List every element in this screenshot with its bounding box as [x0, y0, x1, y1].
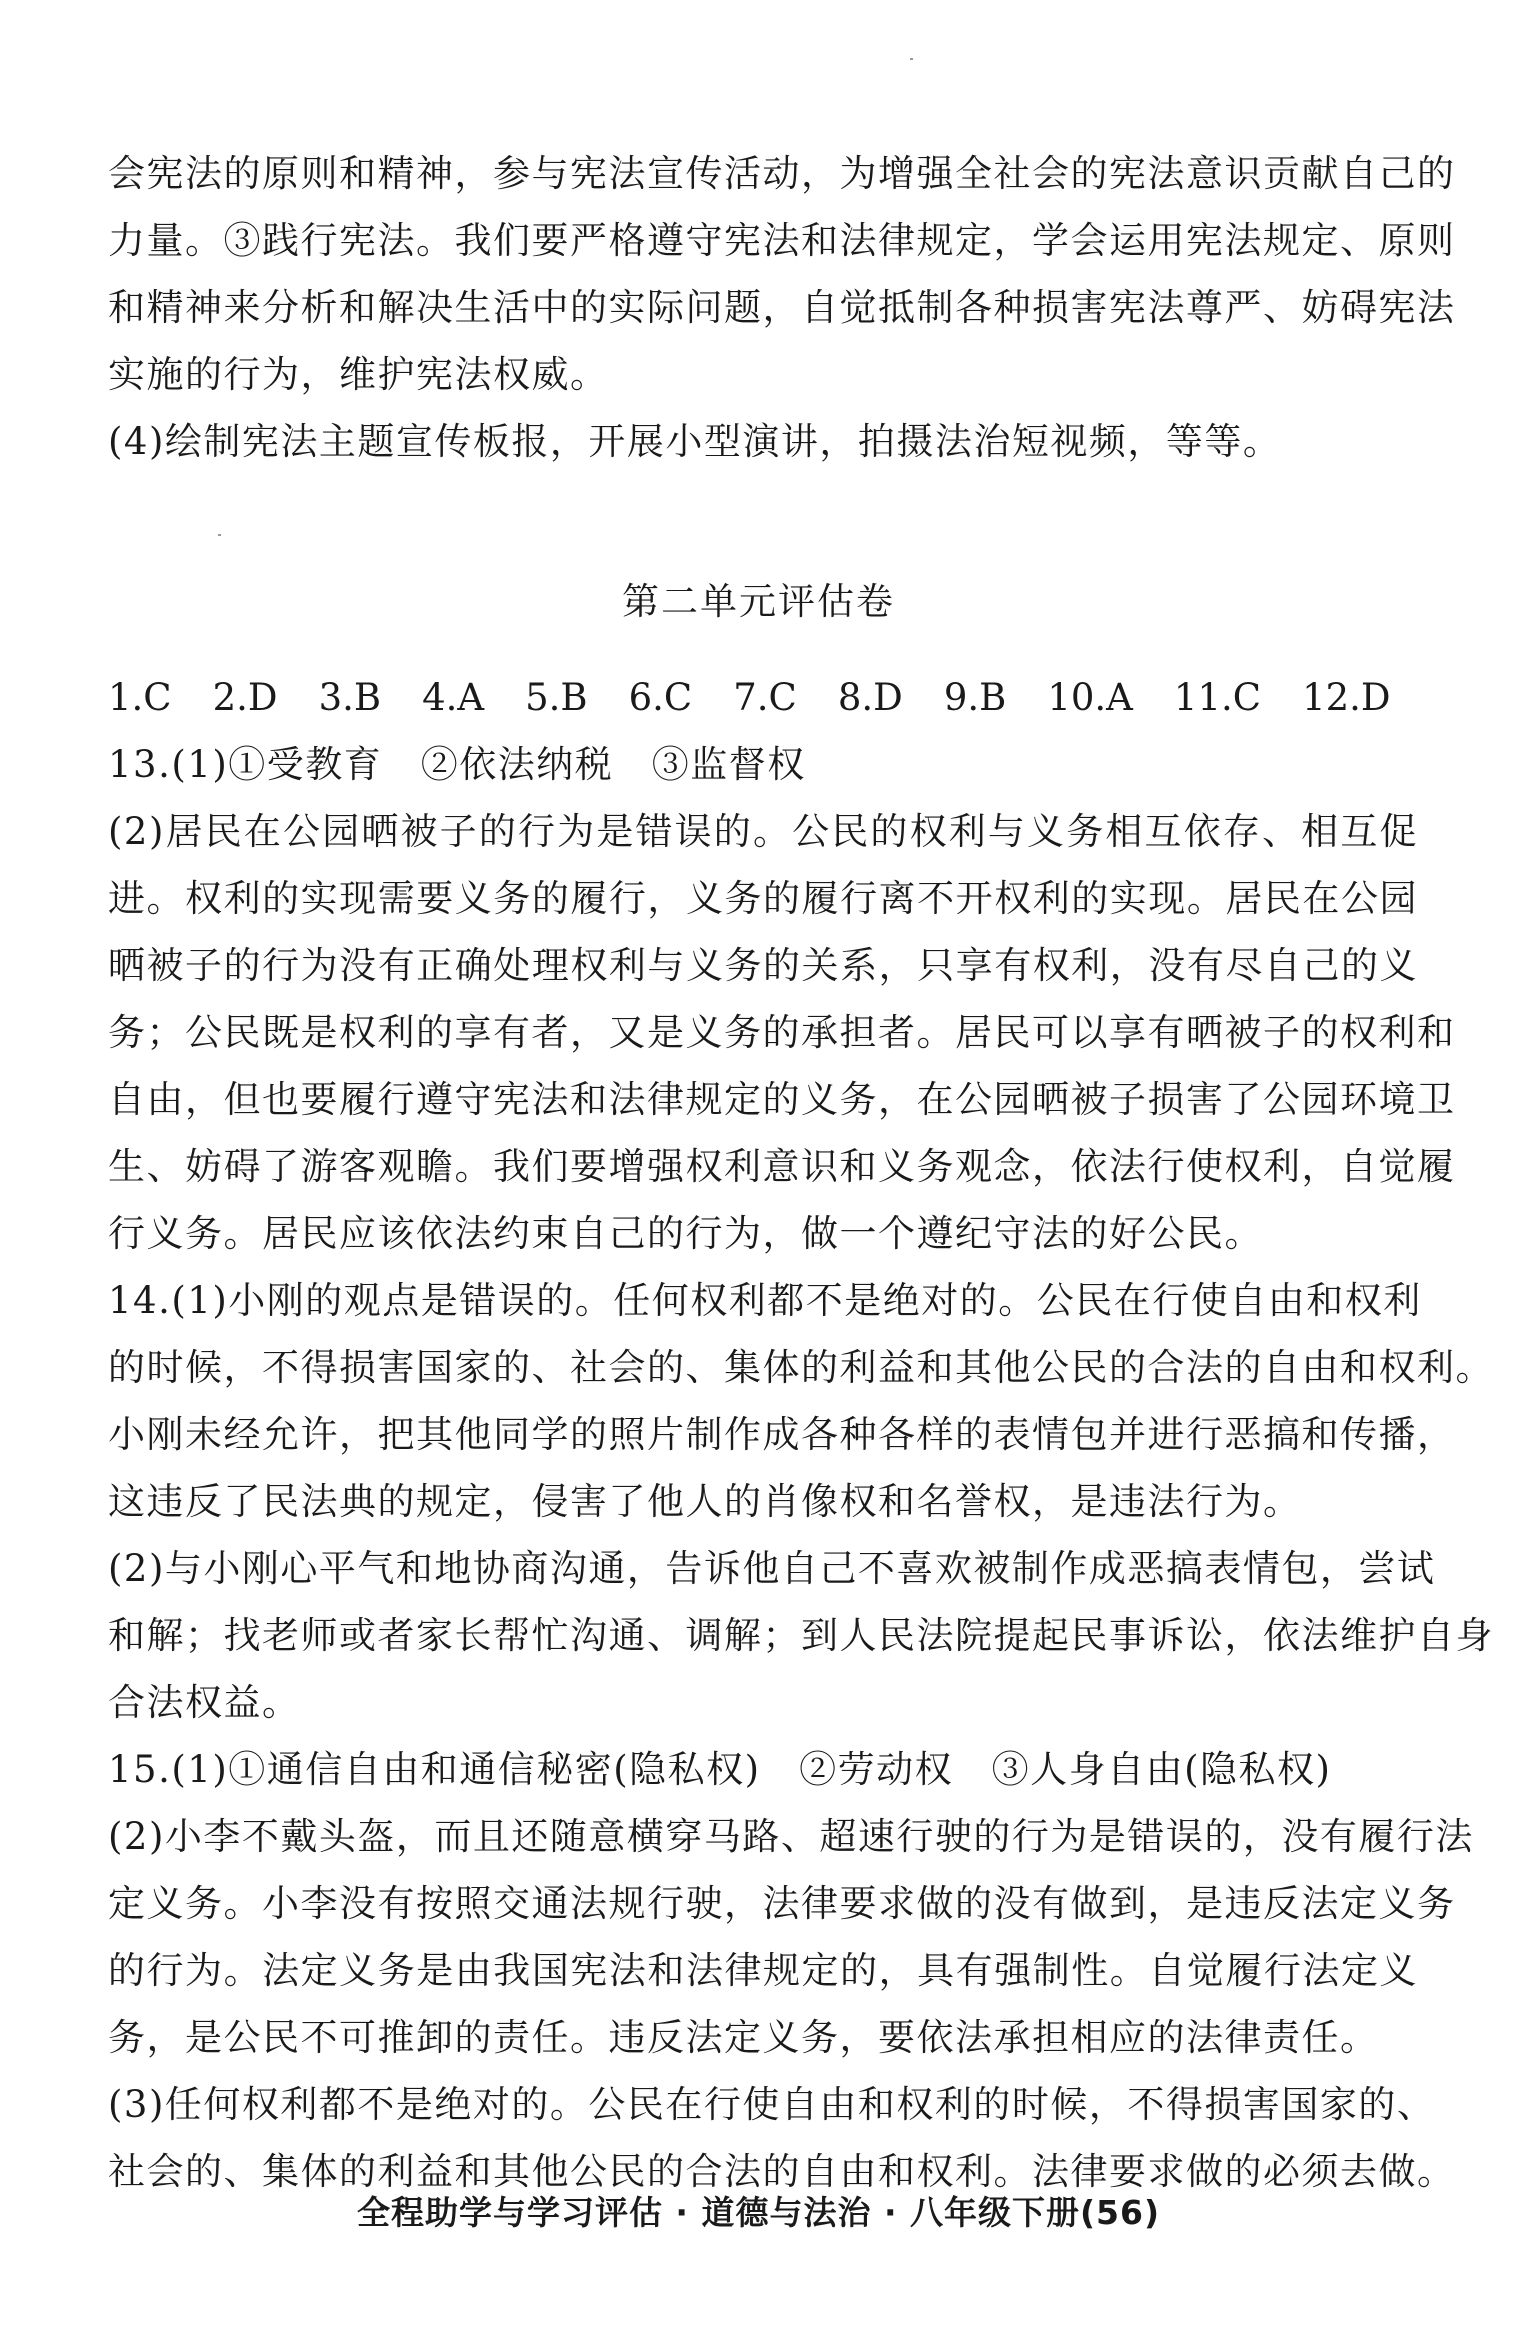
answer-text-block-continued	[108, 140, 1456, 475]
text-line: 15.(1)①通信自由和通信秘密(隐私权) ②劳动权 ③人身自由(隐私权)	[108, 1748, 1332, 1791]
answer-item: 2.D	[212, 676, 278, 719]
text-line: 定义务。小李没有按照交通法规行驶，法律要求做的没有做到，是违反法定义务	[108, 1882, 1456, 1925]
text-line: 和精神来分析和解决生活中的实际问题，自觉抵制各种损害宪法尊严、妨碍宪法	[108, 286, 1456, 329]
text-line: (2)居民在公园晒被子的行为是错误的。公民的权利与义务相互依存、相互促	[108, 810, 1418, 853]
answer-item: 4.A	[422, 676, 485, 719]
answer-item: 5.B	[525, 676, 588, 719]
text-line: 小刚未经允许，把其他同学的照片制作成各种各样的表情包并进行恶搞和传播，	[108, 1413, 1456, 1456]
text-line: 生、妨碍了游客观瞻。我们要增强权利意识和义务观念，依法行使权利，自觉履	[108, 1145, 1456, 1188]
text-line: 晒被子的行为没有正确处理权利与义务的关系，只享有权利，没有尽自己的义	[108, 944, 1418, 987]
multiple-choice-answers	[108, 664, 1418, 731]
text-line: 的时候，不得损害国家的、社会的、集体的利益和其他公民的合法的自由和权利。	[108, 1346, 1494, 1389]
answer-item: 3.B	[318, 676, 382, 719]
scan-speck	[218, 534, 221, 536]
text-line: (4)绘制宪法主题宣传板报，开展小型演讲，拍摄法治短视频，等等。	[108, 420, 1282, 463]
text-line: 和解；找老师或者家长帮忙沟通、调解；到人民法院提起民事诉讼，依法维护自身	[108, 1614, 1494, 1657]
scan-speck	[910, 58, 913, 60]
text-line: 实施的行为，维护宪法权威。	[108, 353, 609, 396]
text-line: 13.(1)①受教育 ②依法纳税 ③监督权	[108, 743, 806, 786]
text-line: 14.(1)小刚的观点是错误的。任何权利都不是绝对的。公民在行使自由和权利	[108, 1279, 1422, 1322]
text-line: 力量。③践行宪法。我们要严格遵守宪法和法律规定，学会运用宪法规定、原则	[108, 219, 1456, 262]
answer-item: 6.C	[628, 676, 693, 719]
answer-item: 7.C	[733, 676, 797, 719]
text-line: (2)小李不戴头盔，而且还随意横穿马路、超速行驶的行为是错误的，没有履行法	[108, 1815, 1474, 1858]
answer-text-block	[108, 731, 1494, 2205]
page-footer: 全程助学与学习评估 · 道德与法治 · 八年级下册(56)	[356, 2193, 1161, 2232]
answer-item: 8.D	[837, 676, 903, 719]
text-line: 务，是公民不可推卸的责任。违反法定义务，要依法承担相应的法律责任。	[108, 2016, 1379, 2059]
text-line: 合法权益。	[108, 1681, 301, 1724]
answer-item: 10.A	[1047, 676, 1133, 719]
text-line: 进。权利的实现需要义务的履行，义务的履行离不开权利的实现。居民在公园	[108, 877, 1418, 920]
text-line: 会宪法的原则和精神，参与宪法宣传活动，为增强全社会的宪法意识贡献自己的	[108, 152, 1456, 195]
text-line: (2)与小刚心平气和地协商沟通，告诉他自己不喜欢被制作成恶搞表情包，尝试	[108, 1547, 1436, 1590]
text-line: 自由，但也要履行遵守宪法和法律规定的义务，在公园晒被子损害了公园环境卫	[108, 1078, 1456, 1121]
text-line: 行义务。居民应该依法约束自己的行为，做一个遵纪守法的好公民。	[108, 1212, 1263, 1255]
text-line: 这违反了民法典的规定，侵害了他人的肖像权和名誉权，是违法行为。	[108, 1480, 1302, 1523]
text-line: 社会的、集体的利益和其他公民的合法的自由和权利。法律要求做的必须去做。	[108, 2150, 1456, 2193]
answer-item: 11.C	[1173, 676, 1262, 719]
answer-item: 1.C	[108, 676, 172, 719]
answer-item: 12.D	[1302, 676, 1391, 719]
section-title: 第二单元评估卷	[622, 580, 895, 623]
text-line: 务；公民既是权利的享有者，又是义务的承担者。居民可以享有晒被子的权利和	[108, 1011, 1456, 1054]
answer-item: 9.B	[943, 676, 1007, 719]
text-line: (3)任何权利都不是绝对的。公民在行使自由和权利的时候，不得损害国家的、	[108, 2083, 1436, 2126]
text-line: 的行为。法定义务是由我国宪法和法律规定的，具有强制性。自觉履行法定义	[108, 1949, 1418, 1992]
